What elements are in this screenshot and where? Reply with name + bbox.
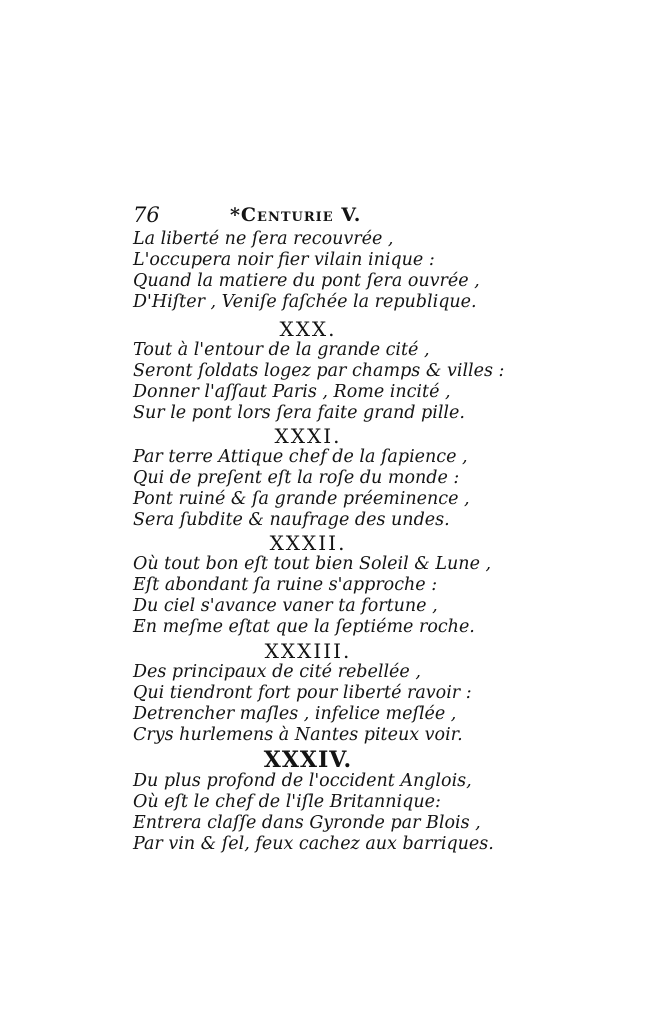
- verse-line: Par vin & ſel, feux cachez aux barriques.: [133, 834, 494, 854]
- verse-line: Crys hurlemens à Nantes piteux voir.: [133, 725, 463, 745]
- quatrain-text: [133, 229, 505, 855]
- verse-line: Sera ſubdite & naufrage des undes.: [133, 510, 450, 530]
- verse-line: Qui tiendront fort pour liberté ravoir :: [133, 683, 472, 703]
- verse-line: Du plus profond de l'occident Anglois,: [133, 771, 472, 791]
- quatrain-heading: XXXIII.: [264, 639, 352, 663]
- verse-line: Par terre Attique chef de la ſapience ,: [133, 447, 468, 467]
- verse-line: Du ciel s'avance vaner ta fortune ,: [133, 596, 438, 616]
- verse-line: Detrencher maſles , infelice meſlée ,: [133, 704, 457, 724]
- verse-line: Des principaux de cité rebellée ,: [133, 662, 421, 682]
- verse-line: Quand la matiere du pont ſera ouvrée ,: [133, 271, 480, 291]
- quatrain-heading: XXX.: [279, 317, 337, 341]
- verse-line: Eſt abondant ſa ruine s'approche :: [133, 575, 438, 595]
- verse-line: Donner l'aſſaut Paris , Rome incité ,: [133, 382, 451, 402]
- quatrain-heading: XXXIV.: [263, 747, 353, 773]
- verse-line: Sur le pont lors ſera faite grand pille.: [133, 403, 465, 423]
- quatrain-heading: XXXI.: [274, 424, 342, 448]
- verse-line: Pont ruiné & ſa grande préeminence ,: [133, 489, 470, 509]
- verse-line: Où eſt le chef de l'iſle Britannique:: [133, 792, 441, 812]
- verse-line: Qui de preſent eſt la roſe du monde :: [133, 468, 460, 488]
- page-number: 76: [133, 203, 160, 227]
- quatrain-heading: XXXII.: [269, 531, 347, 555]
- page-header: [133, 203, 453, 231]
- verse-line: Tout à l'entour de la grande cité ,: [133, 340, 430, 360]
- verse-line: La liberté ne ſera recouvrée ,: [133, 229, 394, 249]
- verse-line: En meſme eſtat que la ſeptiéme roche.: [133, 617, 475, 637]
- verse-line: Seront ſoldats logez par champs & villes :: [133, 361, 505, 381]
- verse-line: Entrera claſſe dans Gyronde par Blois ,: [133, 813, 481, 833]
- running-title: *Centurie V.: [230, 204, 362, 226]
- verse-line: L'occupera noir fier vilain inique :: [133, 250, 435, 270]
- verse-line: D'Hiſter , Veniſe faſchée la republique.: [133, 292, 477, 312]
- verse-line: Où tout bon eſt tout bien Soleil & Lune ,: [133, 554, 492, 574]
